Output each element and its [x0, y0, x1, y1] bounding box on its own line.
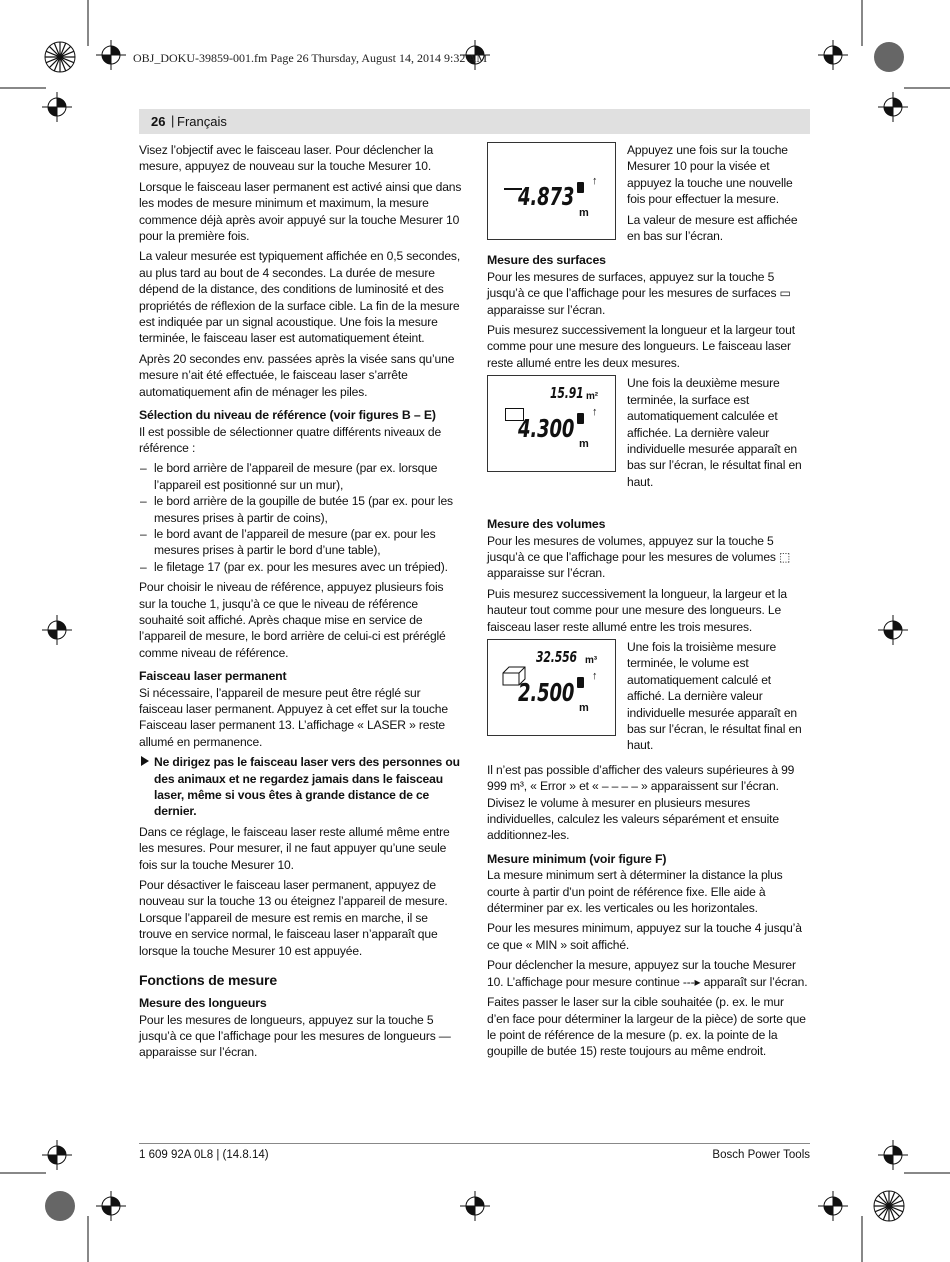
display-value: 4.873	[518, 182, 575, 211]
display-top-unit: m²	[586, 391, 598, 403]
warning-text: Ne dirigez pas le faisceau laser vers des personnes ou des animaux et ne regardez jamais dans le faisceau laser, même si vous êtes à grande distance de ce dernier.	[154, 755, 460, 819]
paragraph: Lorsque le faisceau laser permanent est activé ainsi que dans les modes de mesure minimum et maximum, la mesure commence déjà après avoir appuyé sur la touche Mesurer 10 pour la première fois.	[139, 179, 462, 244]
paragraph: Pour les mesures de volumes, appuyez sur la touche 5 jusqu’à ce que l’affichage pour les mesures de volumes ⬚ apparaisse sur l’écran.	[487, 533, 791, 581]
laser-device-icon	[577, 677, 584, 688]
list-item: – le bord arrière de l’appareil de mesure (par ex. lorsque l’appareil est positionné sur un mur),	[139, 460, 462, 493]
section-heading: Mesure des longueurs	[139, 996, 267, 1011]
list-item: – le filetage 17 (par ex. pour les mesures avec un trépied).	[139, 559, 462, 575]
paragraph: Il n’est pas possible d’afficher des valeurs supérieures à 99 999 m³, « Error » et « – – – – » apparaissent sur l’écran. Divisez le volume à mesurer en plusieurs mesures individuelles, calculez les valeurs séparément et ensuite additionnez-les.	[487, 762, 795, 843]
list-item: – le bord avant de l’appareil de mesure (par ex. pour les mesures prises à partir le bord d’une table),	[139, 526, 462, 559]
up-arrow-icon: ↑	[592, 175, 598, 187]
display-top-value: 32.556	[536, 647, 577, 666]
reference-list	[139, 460, 462, 575]
list-item: – le bord arrière de la goupille de butée 15 (par ex. pour les mesures prises à partir de coins),	[139, 493, 462, 526]
figure-length	[487, 142, 809, 248]
paragraph: La valeur de mesure est affichée en bas sur l’écran.	[627, 212, 798, 244]
paragraph: Si nécessaire, l’appareil de mesure peut être réglé sur faisceau laser permanent. Appuyez à cet effet sur la touche Faisceau laser permanent 13. L’affichage « LASER » reste allumé en permanence.	[139, 685, 448, 749]
paragraph: Appuyez une fois sur la touche Mesurer 10 pour la visée et appuyez la touche une nouvelle fois pour effectuer la mesure.	[627, 143, 793, 207]
section-heading: Mesure des surfaces	[487, 253, 606, 268]
up-arrow-icon: ↑	[592, 669, 598, 682]
paragraph: Pour les mesures de longueurs, appuyez sur la touche 5 jusqu’à ce que l’affichage pour les mesures de longueurs — apparaisse sur l’écran.	[139, 1012, 451, 1060]
header-separator: |	[171, 113, 175, 128]
right-column	[487, 142, 809, 1064]
display-volume	[487, 639, 616, 736]
footer-rule	[139, 1143, 810, 1144]
figure-surface	[487, 375, 809, 494]
paragraph: Faites passer le laser sur la cible souhaitée (p. ex. le mur d’en face pour déterminer la largeur de la pièce) de sorte que le point de référence de la mesure (p. ex. la pointe de la goupille de butée 15) reste toujours au même endroit.	[487, 995, 806, 1059]
paragraph: Pour les mesures minimum, appuyez sur la touche 4 jusqu’à ce que « MIN » soit affiché.	[487, 921, 802, 952]
section-heading: Mesure minimum (voir figure F)	[487, 851, 667, 866]
safety-warning	[139, 754, 462, 820]
paragraph: Une fois la troisième mesure terminée, le volume est automatiquement calculé et affiché. La dernière valeur individuelle mesurée apparaît en bas sur l’écran, le résultat final en haut.	[627, 639, 802, 753]
section-heading: Sélection du niveau de référence (voir figures B – E)	[139, 408, 436, 423]
paragraph: Pour désactiver le faisceau laser permanent, appuyez de nouveau sur la touche 13 ou éteignez l’appareil de mesure. Lorsque l’appareil de mesure est remis en marche, il se trouve en service normal, le faisceau laser n’apparaît que lorsque la touche Mesurer 10 est appuyée.	[139, 878, 448, 958]
paragraph: Dans ce réglage, le faisceau laser reste allumé même entre les mesures. Pour mesurer, il ne faut appuyer qu’une seule fois sur la touche Mesurer 10.	[139, 824, 450, 872]
display-unit: m	[579, 207, 589, 219]
laser-device-icon	[577, 413, 584, 424]
warning-triangle-icon	[141, 756, 149, 766]
footer-brand: Bosch Power Tools	[712, 1149, 810, 1161]
paragraph: Une fois la deuxième mesure terminée, la surface est automatiquement calculée et affichée. La dernière valeur individuelle mesurée apparaît en bas sur l’écran, le résultat final en haut.	[627, 376, 802, 489]
paragraph: Puis mesurez successivement la longueur et la largeur tout comme pour une mesure des longueurs. Le faisceau laser reste allumé entre les deux mesures.	[487, 323, 795, 370]
display-top-unit: m³	[585, 654, 597, 666]
footer-doc-number: 1 609 92A 0L8 | (14.8.14)	[139, 1149, 269, 1161]
laser-device-icon	[577, 182, 584, 193]
page-number: 26	[151, 114, 166, 129]
paragraph: Pour choisir le niveau de référence, appuyez plusieurs fois sur la touche 1, jusqu’à ce que le niveau de référence souhaité soit affiché. Après chaque mise en service de l’appareil de mesure, le bord arrière de celui-ci est préréglé comme niveau de référence.	[139, 580, 446, 660]
figure-volume	[487, 639, 809, 758]
up-arrow-icon: ↑	[592, 406, 598, 419]
header-language: Français	[177, 114, 227, 129]
paragraph: Puis mesurez successivement la longueur, la largeur et la hauteur tout comme pour une mesure des longueurs. Le faisceau laser reste allumé entre les trois mesures.	[487, 586, 787, 634]
display-value: 2.500	[518, 677, 575, 707]
page-header	[139, 109, 810, 134]
section-heading: Mesure des volumes	[487, 517, 606, 532]
left-column	[139, 142, 462, 1065]
paragraph: Après 20 secondes env. passées après la visée sans qu’une mesure n’ait été effectuée, le faisceau laser s’arrête automatiquement afin de ménager les piles.	[139, 351, 455, 399]
display-top-value: 15.91	[550, 384, 584, 403]
paragraph: Pour les mesures de surfaces, appuyez sur la touche 5 jusqu’à ce que l’affichage pour les mesures de surfaces ▭ apparaisse sur l’écran.	[487, 269, 791, 317]
display-value: 4.300	[518, 414, 575, 444]
paragraph: Il est possible de sélectionner quatre différents niveaux de référence :	[139, 424, 442, 455]
display-surface	[487, 375, 616, 472]
paragraph: La mesure minimum sert à déterminer la distance la plus courte à partir d’un point de référence fixe. Elle aide à déterminer par ex. les verticales ou les horizontales.	[487, 868, 783, 916]
print-slug: OBJ_DOKU-39859-001.fm Page 26 Thursday, August 14, 2014 9:32 AM	[133, 51, 487, 65]
display-unit: m	[579, 438, 589, 451]
paragraph: Visez l’objectif avec le faisceau laser. Pour déclencher la mesure, appuyez de nouveau sur la touche Mesurer 10.	[139, 143, 434, 174]
chapter-heading: Fonctions de mesure	[139, 972, 277, 989]
section-heading: Faisceau laser permanent	[139, 669, 287, 684]
paragraph: Pour déclencher la mesure, appuyez sur la touche Mesurer 10. L’affichage pour mesure continue ---▸ apparaît sur l’écran.	[487, 958, 808, 989]
display-length	[487, 142, 616, 240]
paragraph: La valeur mesurée est typiquement affichée en 0,5 secondes, au plus tard au bout de 4 secondes. La durée de mesure dépend de la distance, des conditions de luminosité et des propriétés de réflexion de la surface cible. La fin de la mesure est indiquée par un signal acoustique. Une fois la mesure terminée, le faisceau laser est automatiquement éteint.	[139, 249, 461, 346]
display-unit: m	[579, 701, 589, 714]
